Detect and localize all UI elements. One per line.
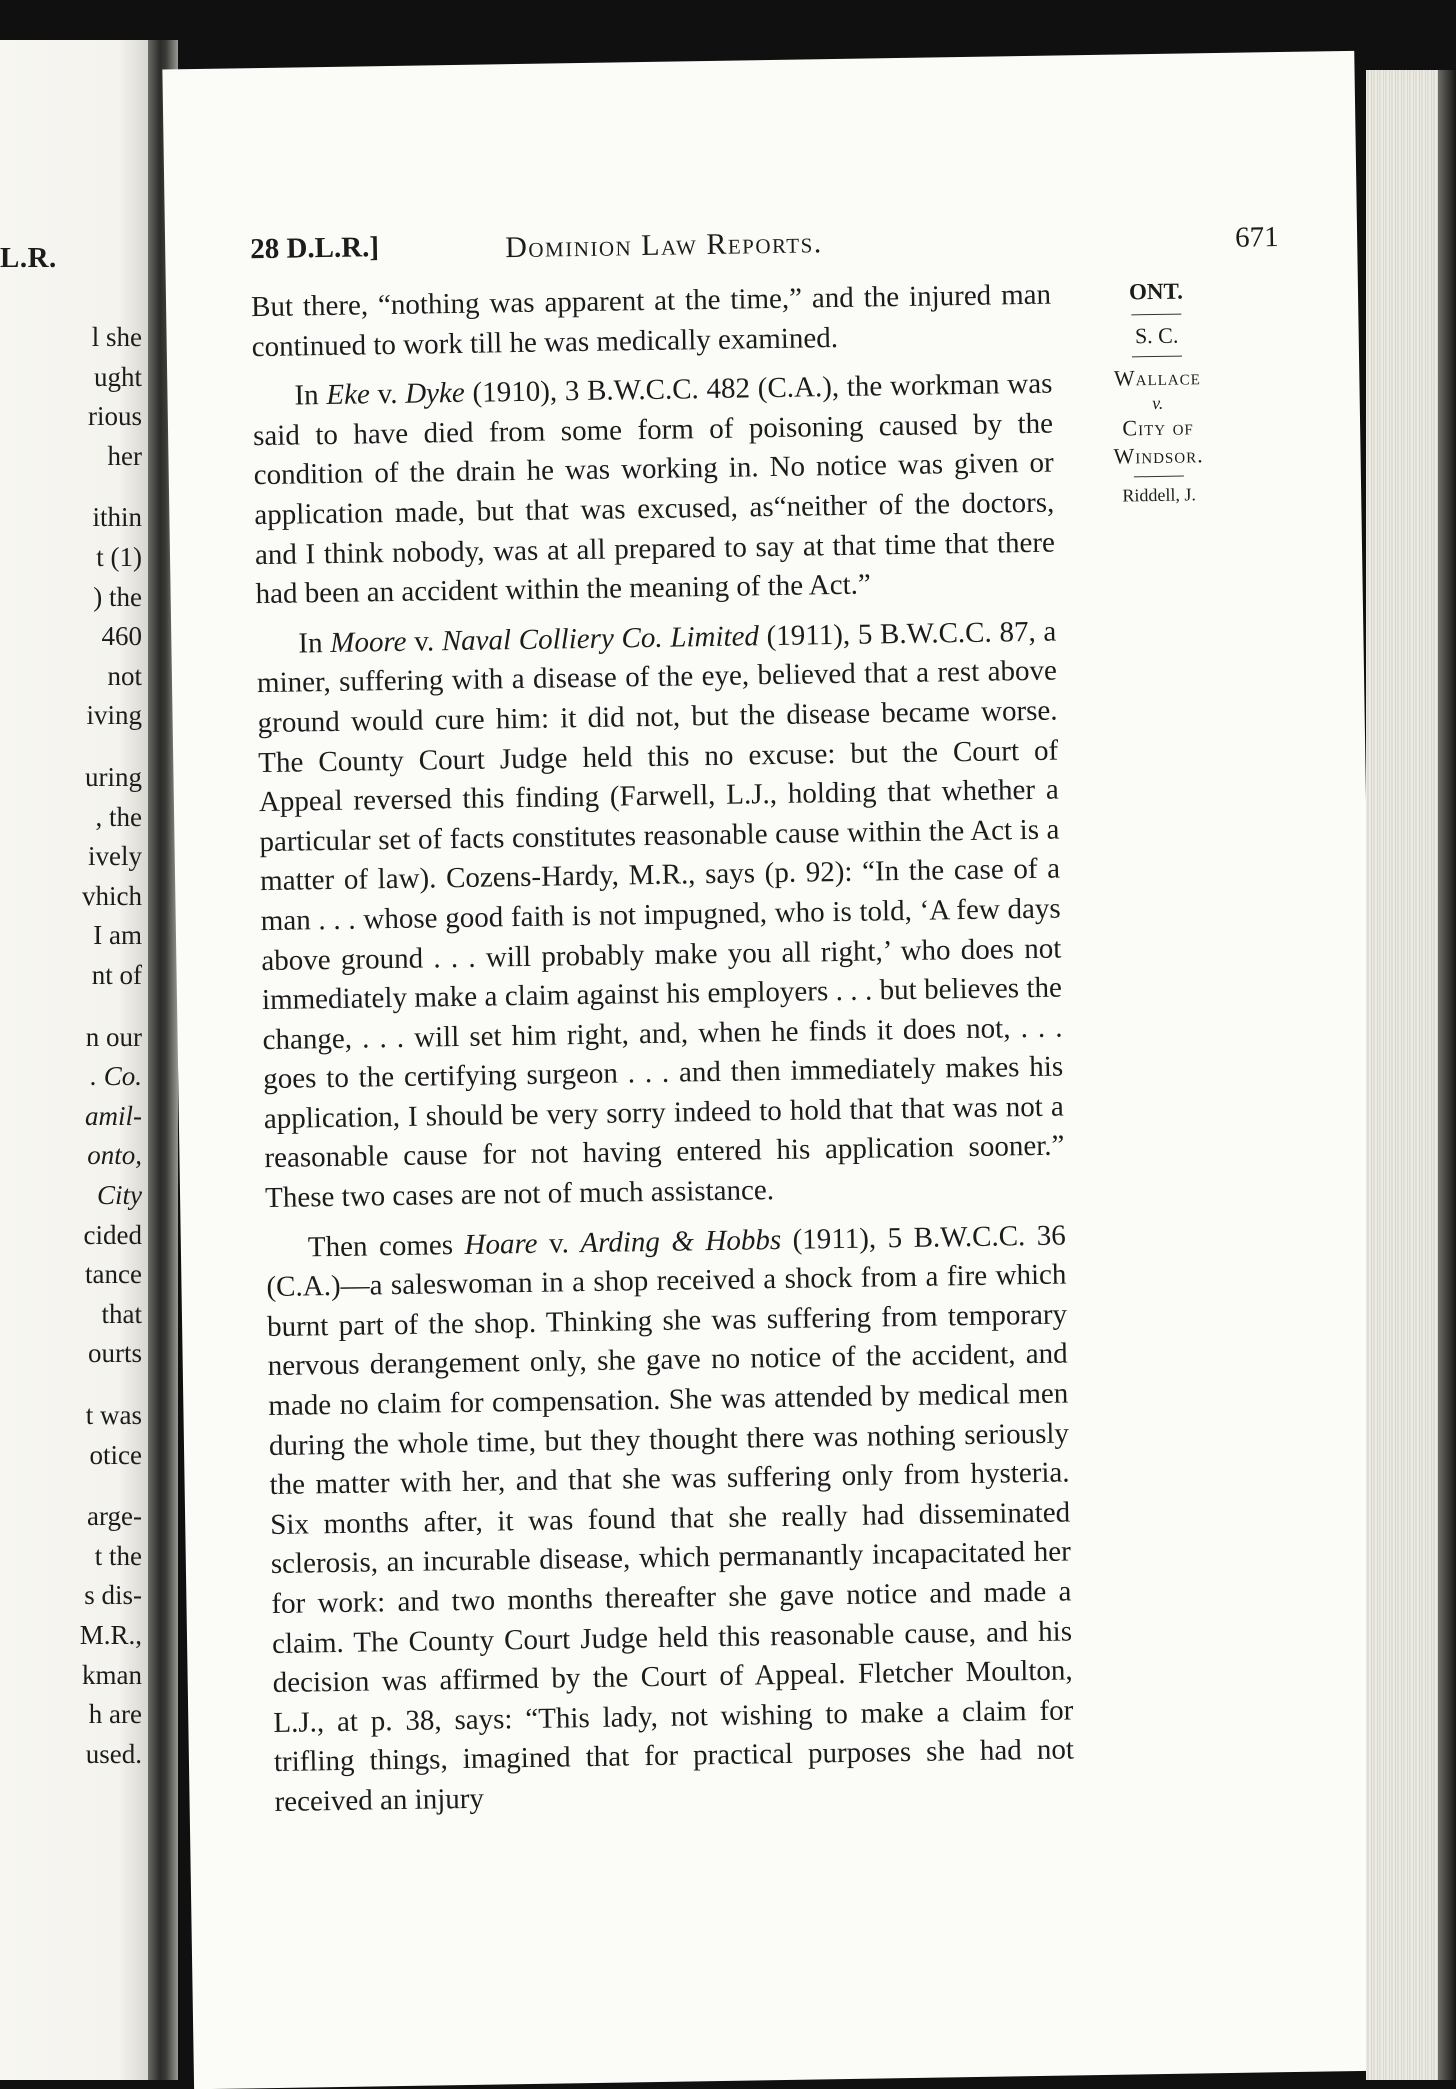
previous-page-fragment: [0, 40, 148, 2080]
previous-page-line: ithin: [92, 502, 142, 533]
case-name: Naval Colliery Co. Limited: [441, 619, 760, 657]
previous-page-line: t was: [85, 1400, 142, 1430]
previous-page-line: ught: [93, 361, 142, 392]
text-run: In: [298, 626, 331, 660]
previous-page-line: nt of: [91, 960, 142, 990]
text-run: v.: [406, 624, 443, 658]
previous-page-line: iving: [86, 700, 142, 731]
previous-page-line: cided: [83, 1219, 142, 1250]
book-page: [162, 51, 1386, 2089]
previous-page-line: ) the: [93, 581, 142, 612]
page-body: [251, 276, 1075, 1823]
page-number: 671: [1234, 221, 1279, 254]
text-run: In: [294, 379, 327, 412]
court-label: S. C.: [1134, 322, 1179, 349]
sidenote-rule: [1132, 356, 1182, 358]
previous-page-line: tance: [85, 1259, 142, 1290]
running-header: [249, 217, 1279, 273]
judge-name: Riddell, J.: [1122, 484, 1197, 506]
volume-reference: 28 D.L.R.]: [249, 231, 380, 266]
sidenote-rule: [1131, 313, 1181, 315]
previous-page-line: City: [97, 1180, 142, 1210]
previous-page-line: vhich: [82, 880, 142, 911]
paragraph-3: [256, 612, 1065, 1218]
previous-page-line: otice: [89, 1439, 142, 1470]
previous-page-line: , the: [95, 801, 142, 832]
previous-page-line: t (1): [96, 542, 142, 572]
previous-page-header: L.R.: [0, 242, 57, 274]
previous-page-line: I am: [93, 920, 142, 951]
previous-page-line: her: [107, 440, 142, 471]
text-run: (1911), 5 B.W.C.C. 36 (C.A.)—a saleswoman in a shop received a shock from a fire which burnt part of the shop. Thinking she was suffering from temporary nervous derangement only, she gave no notice of the accident, and made no claim for compensation. She was attended by medical men during the whole time, but they thought there was nothing seriously the matter with her, and that she was suffering only from hysteria. Six months after, it was found that she really had disseminated sclerosis, an incurable disease, which permanantly incapacitated her for work: and two months thereafter she gave notice and made a claim. The County Court Judge held this reasonable cause, and his decision was affirmed by the Court of Appeal. Fletcher Moulton, L.J., at p. 38, says: “This lady, not wishing to make a claim for trifling things, imagined that for practical purposes she had not received an injury: [266, 1219, 1075, 1818]
previous-page-line: l she: [91, 322, 142, 352]
paragraph-2: [252, 365, 1056, 615]
case-name: Dyke: [404, 377, 466, 410]
running-title: Dominion Law Reports.: [504, 226, 823, 265]
province-label: ONT.: [1128, 278, 1184, 305]
case-name: Arding & Hobbs: [580, 1223, 782, 1259]
previous-page-line: s dis-: [84, 1580, 142, 1611]
previous-page-line: t the: [94, 1540, 142, 1571]
previous-page-line: rious: [88, 401, 142, 432]
previous-page-line: not: [107, 660, 142, 691]
case-party-2: City of: [1122, 414, 1194, 441]
previous-page-line: onto,: [87, 1140, 142, 1171]
paragraph-4: [266, 1216, 1075, 1822]
previous-page-line: amil-: [85, 1100, 142, 1131]
previous-page-line: M.R.,: [79, 1620, 142, 1650]
case-name: Moore: [330, 625, 407, 659]
text-run: Then comes: [307, 1228, 465, 1264]
previous-page-line: ourts: [88, 1338, 142, 1369]
previous-page-line: uring: [85, 762, 142, 792]
text-run: (1910), 3 B.W.C.C. 482 (C.A.), the workman was said to have died from some form of poisoning caused by the condition of the drain he was working in. No notice was given or application made, but that was excused, as“neither of the doctors, and I think nobody, was at all prepared to say at that time that there had been an accident within the meaning of the Act.”: [252, 367, 1056, 611]
page-edge-stack: [1366, 70, 1456, 2080]
case-party-2-cont: Windsor.: [1113, 441, 1204, 469]
previous-page-line: that: [101, 1298, 142, 1329]
margin-sidenote: [1091, 277, 1225, 508]
text-run: v.: [369, 377, 406, 411]
previous-page-line: ively: [88, 841, 142, 872]
previous-page-line: n our: [85, 1021, 142, 1052]
case-name: Hoare: [464, 1227, 538, 1261]
sidenote-rule: [1134, 476, 1184, 478]
paragraph-1: But there, “nothing was apparent at the time,” and the injured man continued to work till he was medically examined.: [250, 278, 1052, 363]
previous-page-line: kman: [82, 1659, 142, 1690]
previous-page-line: arge-: [87, 1501, 142, 1532]
case-versus: v.: [1151, 392, 1164, 413]
previous-page-line: used.: [85, 1738, 142, 1769]
previous-page-line: 460: [101, 621, 142, 652]
text-run: (1911), 5 B.W.C.C. 87, a miner, suffering with a disease of the eye, believed that a rest above ground would cure him: it did not, but the disease became worse. The County Court Judge held this no excuse: but the Court of Appeal reversed this finding (Farwell, L.J., holding that whether a particular set of facts constitutes reasonable cause within the Act is a matter of law). Cozens-Hardy, M.R., says (p. 92): “In the case of a man . . . whose good faith is not impugned, who is told, ‘A few days above ground . . . will probably make you all right,’ who does not immediately make a claim against his employers . . . but believes the change, . . . will set him right, and, when he finds it does not, . . . goes to the certifying surgeon . . . and then immediately makes his application, I should be very sorry indeed to hold that that was not a reasonable cause for not having entered his application sooner.” These two cases are not of much assistance.: [256, 615, 1065, 1215]
case-name: Eke: [326, 378, 371, 412]
case-party-1: Wallace: [1113, 364, 1201, 391]
text-run: v.: [537, 1226, 581, 1260]
previous-page-line: . Co.: [90, 1061, 142, 1092]
previous-page-line: h are: [88, 1699, 142, 1730]
